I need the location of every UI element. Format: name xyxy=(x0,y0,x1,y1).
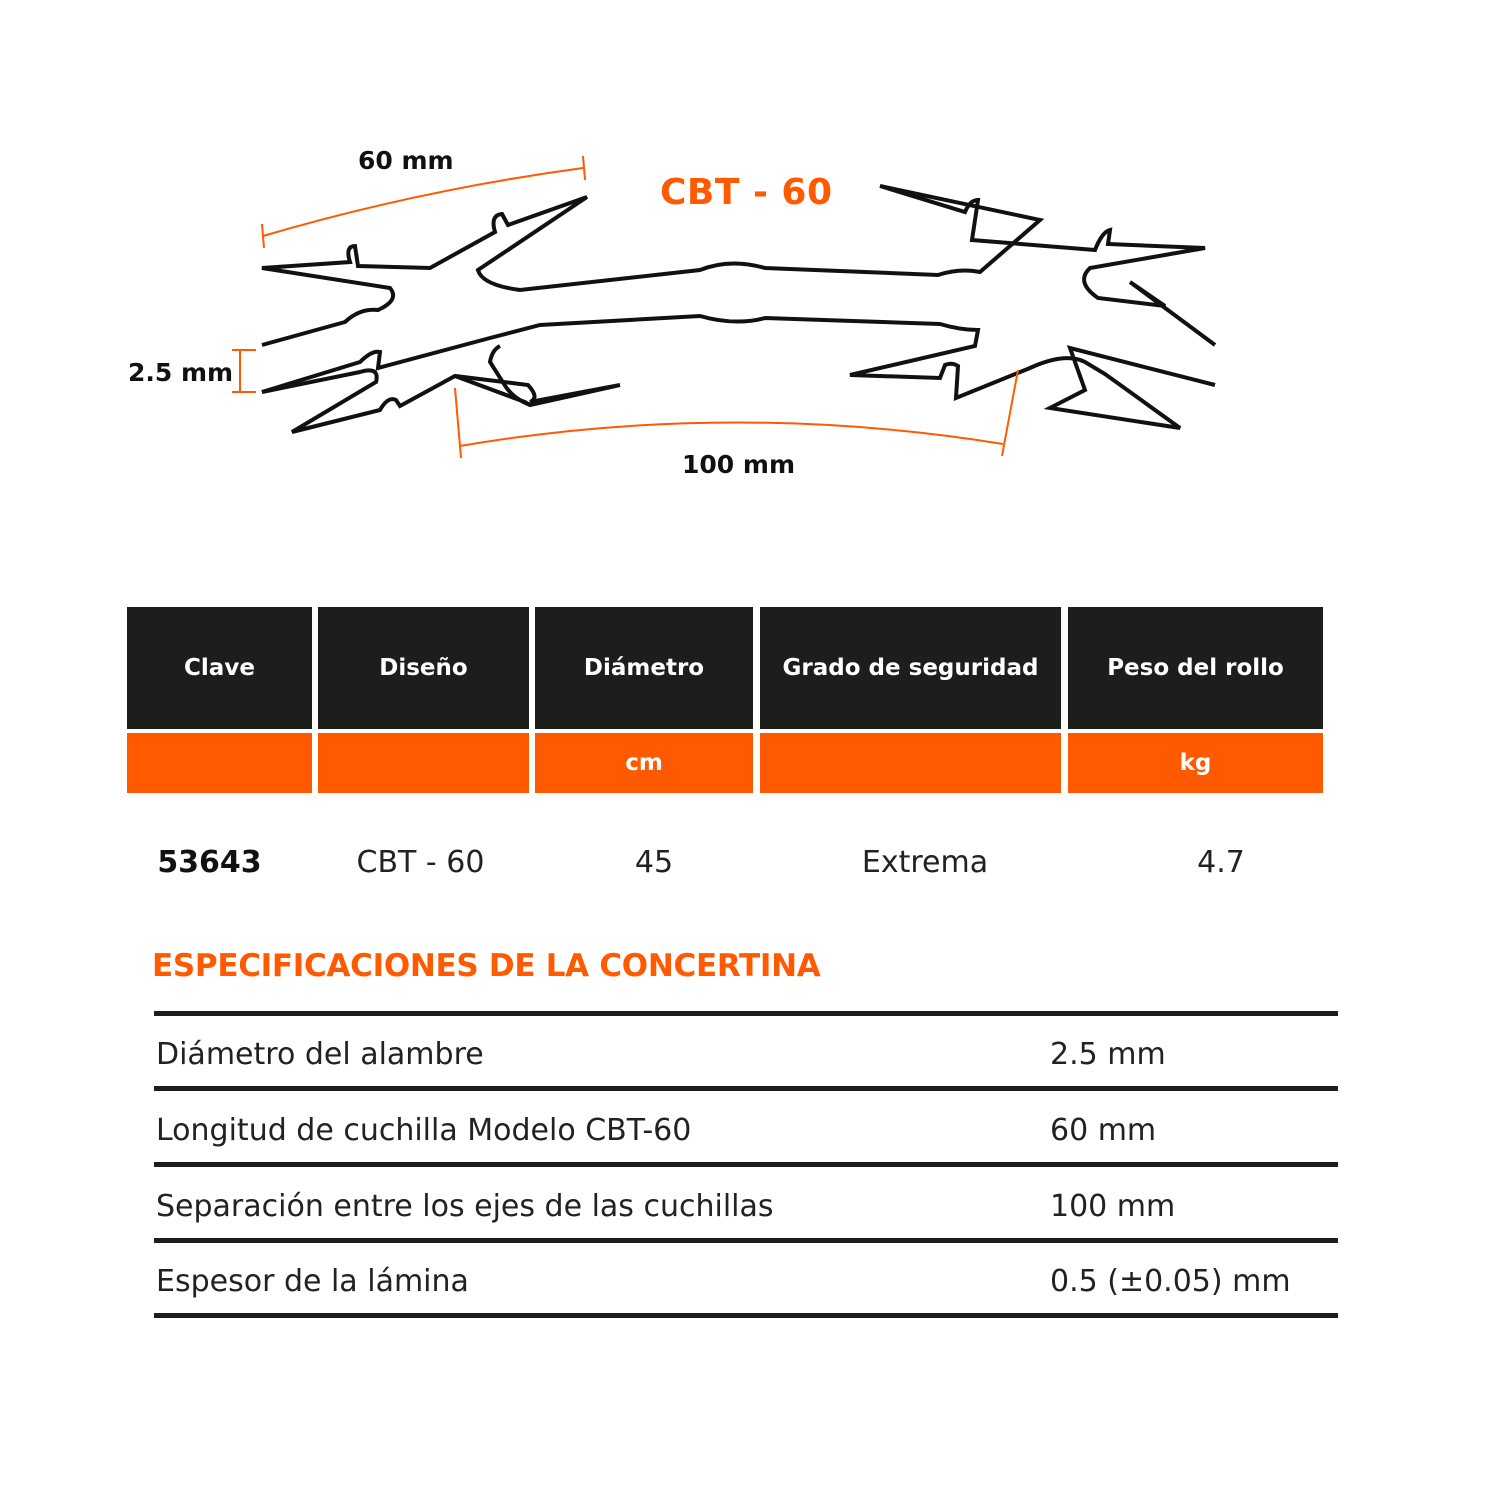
cell-clave: 53643 xyxy=(157,844,262,880)
header-peso-rollo: Peso del rollo xyxy=(1068,607,1323,729)
table-row xyxy=(127,827,1351,897)
list-item xyxy=(154,1246,1338,1316)
spec-label: Espesor de la lámina xyxy=(156,1263,469,1299)
spec-label: Diámetro del alambre xyxy=(156,1036,484,1072)
table-header-row xyxy=(127,607,1323,729)
cell-diametro: 45 xyxy=(634,844,674,880)
list-item xyxy=(154,1019,1338,1089)
spec-label: Separación entre los ejes de las cuchillas xyxy=(156,1188,774,1224)
header-grado-seguridad: Grado de seguridad xyxy=(760,607,1061,729)
spec-value: 100 mm xyxy=(1050,1188,1176,1224)
cell-peso-rollo: 4.7 xyxy=(1197,844,1245,880)
spec-divider xyxy=(154,1238,1338,1243)
unit-diseno xyxy=(318,733,529,793)
spec-value: 0.5 (±0.05) mm xyxy=(1050,1263,1291,1299)
specs-title: ESPECIFICACIONES DE LA CONCERTINA xyxy=(152,948,821,984)
table-units-row xyxy=(127,733,1323,793)
unit-peso-rollo: kg xyxy=(1068,733,1323,793)
header-diametro: Diámetro xyxy=(535,607,753,729)
list-item xyxy=(154,1171,1338,1241)
unit-clave xyxy=(127,733,312,793)
blade-length-label: 60 mm xyxy=(358,146,454,175)
header-clave: Clave xyxy=(127,607,312,729)
wire-diameter-label: 2.5 mm xyxy=(128,358,234,387)
spec-value: 2.5 mm xyxy=(1050,1036,1166,1072)
model-title: CBT - 60 xyxy=(660,172,833,213)
spec-divider xyxy=(154,1313,1338,1318)
razor-blade-drawing xyxy=(0,0,1500,520)
spec-label: Longitud de cuchilla Modelo CBT-60 xyxy=(156,1112,692,1148)
unit-diametro: cm xyxy=(535,733,753,793)
unit-grado-seguridad xyxy=(760,733,1061,793)
list-item xyxy=(154,1095,1338,1165)
blade-spacing-label: 100 mm xyxy=(682,450,795,479)
spec-divider xyxy=(154,1162,1338,1167)
spec-divider xyxy=(154,1086,1338,1091)
spec-value: 60 mm xyxy=(1050,1112,1157,1148)
dimension-lines xyxy=(232,156,1018,458)
blade-diagram xyxy=(0,0,1500,520)
header-diseno: Diseño xyxy=(318,607,529,729)
blade-spacing-dimension xyxy=(460,422,1003,446)
spec-divider xyxy=(154,1011,1338,1016)
cell-diseno: CBT - 60 xyxy=(356,844,485,880)
blade-length-dimension xyxy=(263,168,583,236)
blade-outline xyxy=(262,186,1215,432)
cell-grado-seguridad: Extrema xyxy=(861,844,989,880)
